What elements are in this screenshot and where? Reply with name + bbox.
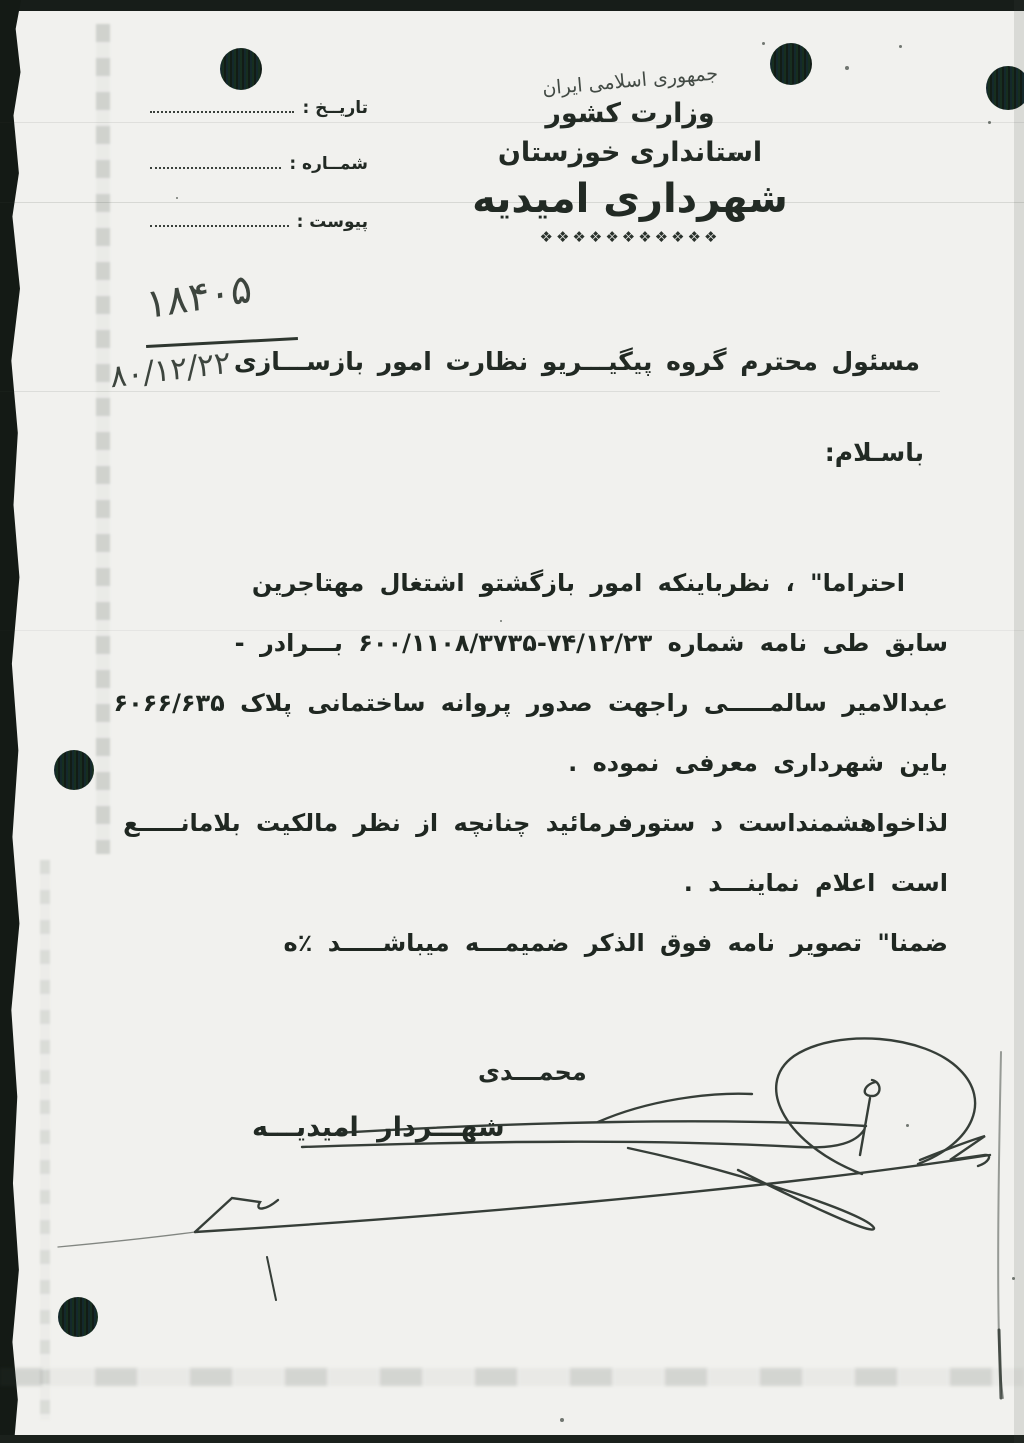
letterhead-province: استانداری خوزستان (497, 137, 763, 168)
hole-punch (986, 66, 1024, 110)
letterhead-ministry: وزارت کشور (545, 98, 715, 129)
hole-punch (58, 1297, 98, 1337)
body-line: لذاخواهشمنداست د ستورفرمائید چنانچه از نظر مالکیت بلامانـــــع (123, 809, 948, 837)
dotted-line (150, 166, 281, 169)
scan-speck (988, 121, 991, 124)
number-field-row (150, 148, 368, 174)
hole-punch (54, 750, 94, 790)
scan-speck (899, 45, 902, 48)
handwritten-date: ۸۰/۱۲/۲۲ (109, 344, 232, 396)
recipient-line: مسئول محترم گروه پیگیـــریو نظارت امور بازســـازی (233, 347, 920, 376)
scan-smudge-band (0, 1368, 1024, 1386)
dotted-line (150, 110, 294, 113)
scan-edge-left-torn (0, 0, 27, 1443)
number-label: شمــاره : (289, 154, 368, 174)
scan-streak (40, 860, 50, 1420)
handwritten-number: ۱۸۴۰۵ (144, 265, 254, 329)
letterhead-country: جمهوری اسلامی ایران (541, 62, 719, 100)
salutation: باسـلام: (824, 438, 924, 467)
date-field-row (150, 92, 368, 118)
attachment-field-row (150, 206, 368, 232)
scan-speck (560, 1418, 564, 1422)
signature-name: محمـــدی (478, 1058, 587, 1086)
scan-edge-right-shade (1014, 0, 1024, 1443)
body-line: است اعلام نماینـــد . (683, 869, 948, 897)
dotted-line (150, 224, 289, 227)
body-line: سابق طی نامه شماره ۷۴/۱۲/۲۳-۶۰۰/۱۱۰۸/۳۷۳۵ بـــرادر - (234, 629, 948, 657)
scan-edge-top (0, 0, 1024, 11)
scan-streak (96, 24, 110, 854)
page-crease (998, 1052, 1003, 1398)
scan-speck (1012, 1277, 1015, 1280)
body-paragraph (114, 553, 949, 973)
signature-title: شهـــردار امیدیـــه (252, 1112, 505, 1143)
scan-speck (906, 1124, 909, 1127)
body-line: باین شهرداری معرفی نموده . (568, 749, 948, 777)
scan-speck (176, 197, 178, 199)
letterhead-ornament: ❖❖❖❖❖❖❖❖❖❖❖ (539, 228, 721, 246)
letterhead (430, 62, 830, 246)
hole-punch (220, 48, 262, 90)
scan-edge-bottom (0, 1435, 1024, 1443)
attachment-label: پیوست : (296, 212, 368, 232)
body-line: احتراما" ، نظرباینکه امور بازگشتو اشتغال مهتاجرین (251, 569, 905, 597)
date-label: تاریــخ : (302, 98, 368, 118)
letterhead-municipality: شهرداری امیدیه (472, 176, 788, 222)
body-line: ضمنا" تصویر نامه فوق الذکر ضمیمـــه میباشـــــد ٪ه (283, 929, 948, 957)
scan-speck (762, 42, 765, 45)
scan-speck (845, 66, 849, 70)
body-line: عبدالامیر سالمـــــی راجهت صدور پروانه ساختمانی پلاک ۶۰۶۶/۶۳۵ (113, 689, 948, 717)
